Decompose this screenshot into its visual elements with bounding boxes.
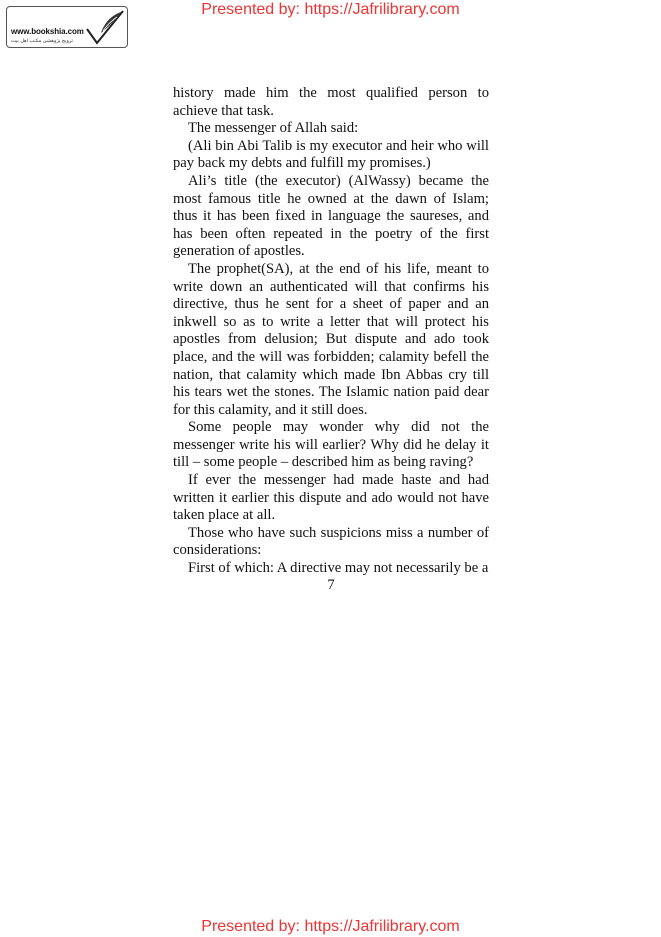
quill-check-icon [83, 9, 125, 47]
paragraph: The prophet(SA), at the end of his life, meant to write down an authenticated will that confirms his directive, thus he sent for a sheet of paper and an inkwell so as to write a letter that will protect his apostles from delusion; But dispute and ado took place, and the will was forbidden; calamity befell the nation, that calamity which made Ibn Abbas cry till his tears wet the stones. The Islamic nation paid dear for this calamity, and it still does. [173, 260, 489, 418]
page-body [173, 85, 489, 578]
paragraph: First of which: A directive may not necessarily be a [188, 560, 489, 577]
watermark-banner-top: Presented by: https://Jafrilibrary.com [201, 1, 460, 18]
logo-url-text: www.bookshia.com [11, 27, 84, 36]
paragraph: Some people may wonder why did not the messenger write his will earlier? Why did he delay it till – some people – described him as being raving? [173, 419, 489, 471]
paragraph: If ever the messenger had made haste and had written it earlier this dispute and ado would not have taken place at all. [173, 472, 489, 524]
paragraph: Ali’s title (the executor) (AlWassy) became the most famous title he owned at the dawn of Islam; thus it has been fixed in language the saureses, and has been often repeated in the poetry of the first generation of apostles. [173, 172, 489, 260]
paragraph: Those who have such suspicions miss a number of considerations: [173, 524, 489, 559]
watermark-banner-bottom: Presented by: https://Jafrilibrary.com [201, 918, 460, 935]
paragraph: history made him the most qualified person to achieve that task. [173, 85, 489, 119]
page-number: 7 [327, 577, 335, 593]
publisher-logo [6, 6, 128, 48]
paragraph: (Ali bin Abi Talib is my executor and heir who will pay back my debts and fulfill my promises.) [173, 137, 489, 172]
logo-tagline-text: ترویج پژوهشی مکتب اهل بیت [11, 38, 74, 44]
paragraph: The messenger of Allah said: [188, 120, 359, 137]
